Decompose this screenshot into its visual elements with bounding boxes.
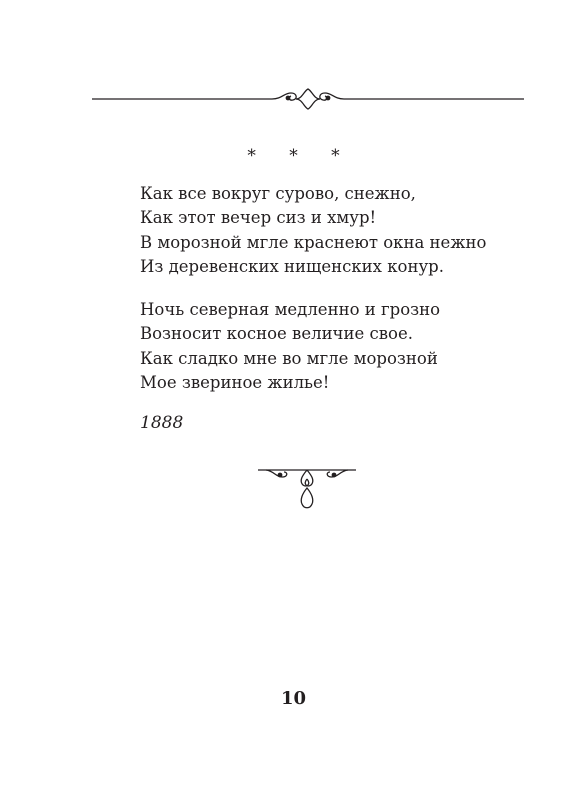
poem-stanza — [140, 298, 540, 395]
section-stars: * * * — [247, 146, 354, 166]
poem-line: Ночь северная медленно и грозно — [140, 300, 441, 320]
header-divider-ornament — [92, 86, 524, 112]
page-number: 10 — [280, 688, 307, 709]
footer-vignette-ornament — [258, 464, 356, 512]
poem-line: В морозной мгле краснеют окна нежно — [140, 232, 487, 252]
poem-line: Как сладко мне во мгле морозной — [140, 348, 438, 368]
poem-stanza — [140, 182, 540, 279]
poem-line: Как этот вечер сиз и хмур! — [140, 208, 377, 228]
poem-line: Мое звериное жилье! — [140, 373, 330, 393]
poem-line: Как все вокруг сурово, снежно, — [140, 184, 416, 203]
poem-date: 1888 — [140, 413, 184, 433]
poem-line: Возносит косное величие свое. — [140, 324, 413, 344]
poem-body — [140, 182, 540, 395]
poem-line: Из деревенских нищенских конур. — [140, 256, 444, 276]
